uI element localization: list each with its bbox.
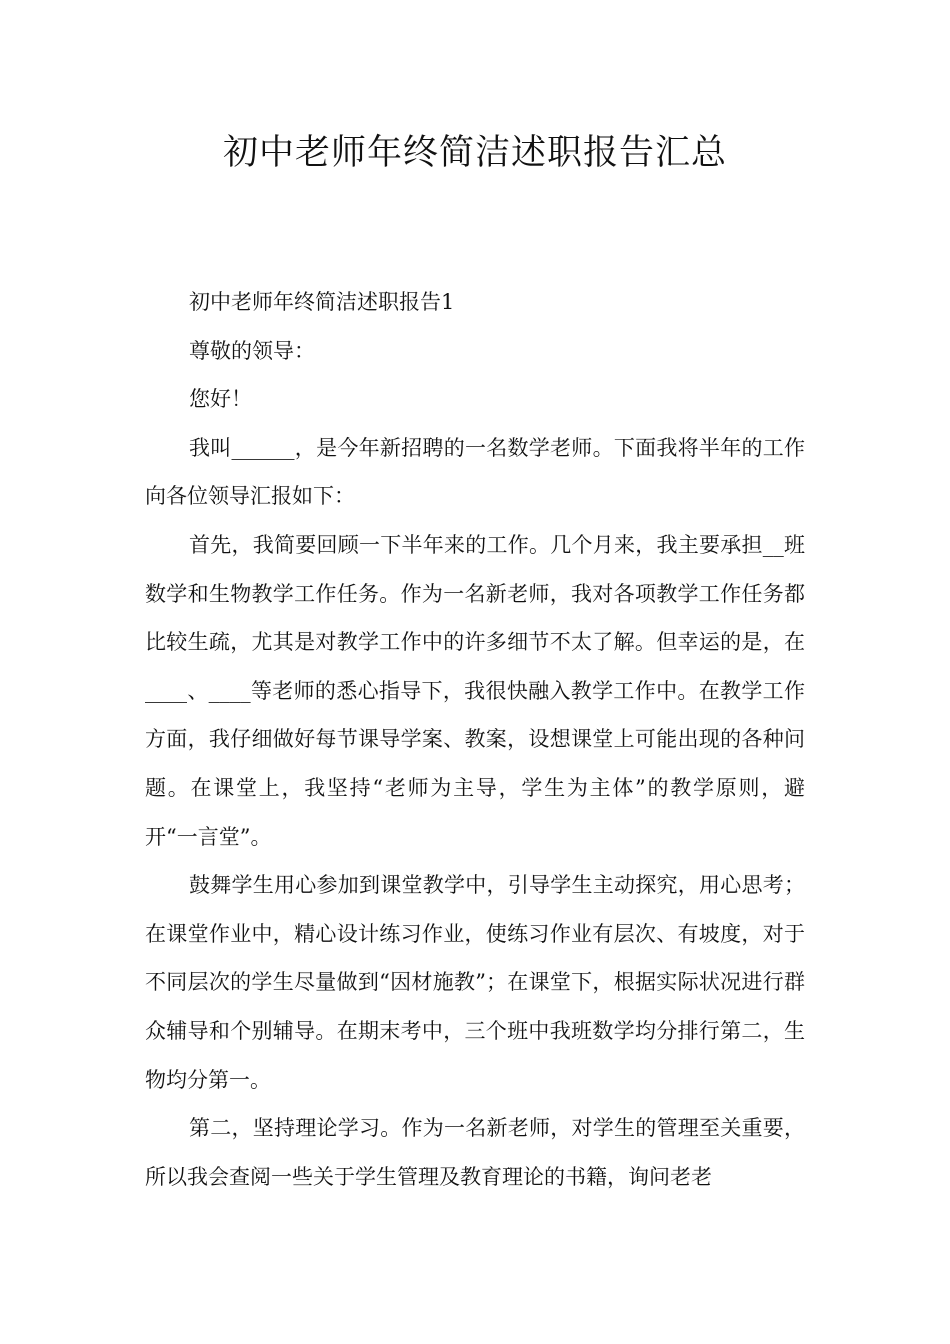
section-heading: 初中老师年终简洁述职报告1 <box>189 290 455 314</box>
document-title: 初中老师年终简洁述职报告汇总 <box>222 133 727 173</box>
document-body <box>145 278 805 1201</box>
paragraph: 首先，我简要回顾一下半年来的工作。几个月来，我主要承担__班数学和生物教学工作任务。作为一名新老师，我对各项教学工作任务都比较生疏，尤其是对教学工作中的许多细节不太了解。但幸运的是，在____、____等老师的悉心指导下，我很快融入教学工作中。在教学工作方面，我仔细做好每节课导学案、教案，设想课堂上可能出现的各种问题。在课堂上，我坚持“老师为主导，学生为主体”的教学原则，避开“一言堂”。 <box>145 532 805 849</box>
paragraph: 我叫______，是今年新招聘的一名数学老师。下面我将半年的工作向各位领导汇报如下： <box>145 435 805 509</box>
paragraph: 第二，坚持理论学习。作为一名新老师，对学生的管理至关重要，所以我会查阅一些关于学生管理及教育理论的书籍，询问老老 <box>145 1116 805 1189</box>
greeting: 您好！ <box>189 387 252 412</box>
paragraph: 鼓舞学生用心参加到课堂教学中，引导学生主动探究，用心思考；在课堂作业中，精心设计练习作业，使练习作业有层次、有坡度，对于不同层次的学生尽量做到“因材施教”；在课堂下，根据实际状况进行群众辅导和个别辅导。在期末考中，三个班中我班数学均分排行第二，生物均分第一。 <box>145 873 805 1092</box>
salutation: 尊敬的领导： <box>189 338 315 363</box>
